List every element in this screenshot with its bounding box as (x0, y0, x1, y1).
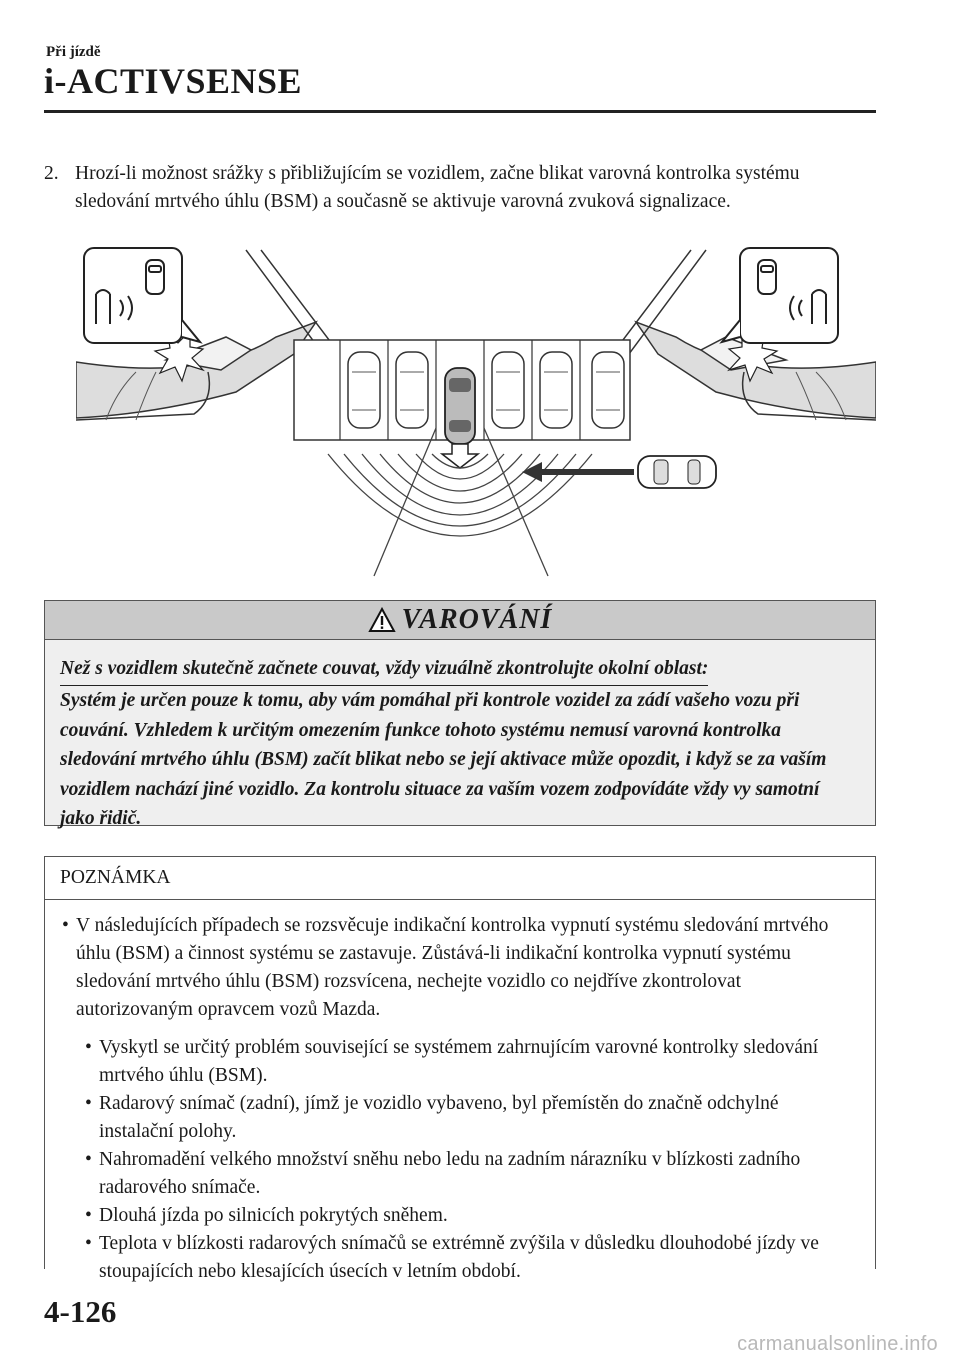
page-number: 4-126 (44, 1294, 117, 1329)
note-title: POZNÁMKA (45, 857, 875, 900)
list-item-text: Dlouhá jízda po silnicích pokrytých sněhem. (99, 1205, 448, 1226)
step-text: Hrozí-li možnost srážky s přibližujícím se vozidlem, začne blikat varovná kontrolka systému sledování mrtvého úhlu (BSM) a současně se aktivuje varovná zvuková signalizace. (75, 163, 800, 212)
bullet: • (85, 1233, 92, 1254)
warning-lead: Než s vozidlem skutečně začnete couvat, vždy vizuálně zkontrolujte okolní oblast: (60, 654, 708, 686)
arrow-left-icon (522, 462, 634, 482)
step-number: 2. (44, 163, 59, 184)
note-box (44, 856, 876, 1282)
list-item-text: Vyskytl se určitý problém související se systémem zahrnujícím varovné kontrolky sledování mrtvého úhlu (BSM). (99, 1037, 819, 1086)
bullet: • (62, 915, 69, 936)
watermark: carmanualsonline.info (737, 1333, 938, 1355)
list-item (85, 1090, 855, 1146)
list-item (85, 1230, 855, 1286)
warning-triangle-icon (368, 607, 396, 633)
list-item (85, 1034, 855, 1090)
warning-title: VAROVÁNÍ (401, 604, 553, 635)
step-2 (44, 160, 864, 216)
title-rule (44, 110, 876, 113)
reverse-arrow-icon (442, 444, 478, 468)
section-title: i-ACTIVSENSE (44, 61, 303, 101)
note-intro-text: V následujících případech se rozsvěcuje indikační kontrolka vypnutí systému sledování mrtvého úhlu (BSM) a činnost systému se zastavuje. Zůstává-li indikační kontrolka vypnutí systému sledování mrtvého úhlu (BSM) rozsvícena, nechejte vozidlo co nejdříve zkontrolovat autorizovaným opravcem vozů Mazda. (76, 915, 829, 1020)
list-item-text: Radarový snímač (zadní), jímž je vozidlo vybaveno, byl přemístěn do značně odchylné instalační polohy. (99, 1093, 779, 1142)
list-item-text: Nahromadění velkého množství sněhu nebo ledu na zadním nárazníku v blízkosti zadního radarového snímače. (99, 1149, 801, 1198)
bsm-illustration (76, 242, 876, 582)
bullet: • (85, 1205, 92, 1226)
note-list (45, 912, 875, 1286)
bullet: • (85, 1037, 92, 1058)
section-label: Při jízdě (46, 44, 101, 60)
bullet: • (85, 1149, 92, 1170)
list-item (85, 1202, 855, 1230)
approaching-car-icon (638, 456, 716, 488)
bullet: • (85, 1093, 92, 1114)
warning-header (45, 601, 875, 640)
note-intro (62, 912, 855, 1024)
list-item (85, 1146, 855, 1202)
warning-box (44, 600, 876, 829)
parking-lot-illustration (294, 340, 630, 468)
list-item-text: Teplota v blízkosti radarových snímačů se extrémně zvýšila v důsledku dlouhodobé jízdy ve stoupajících nebo klesajících úsecích v letním období. (99, 1233, 819, 1282)
warning-body: Systém je určen pouze k tomu, aby vám pomáhal při kontrole vozidel za zádí vašeho vozu při couvání. Vzhledem k určitým omezením funkce tohoto systému nemusí varovná kontrolka sledování mrtvého úhlu (BSM) začít blikat nebo se její aktivace může opozdit, i když se za vaším vozidlem nachází jiné vozidlo. Za kontrolu situace za vaším vozem zodpovídáte vždy vy samotní jako řidič. (60, 690, 827, 829)
own-car-icon (445, 368, 475, 444)
